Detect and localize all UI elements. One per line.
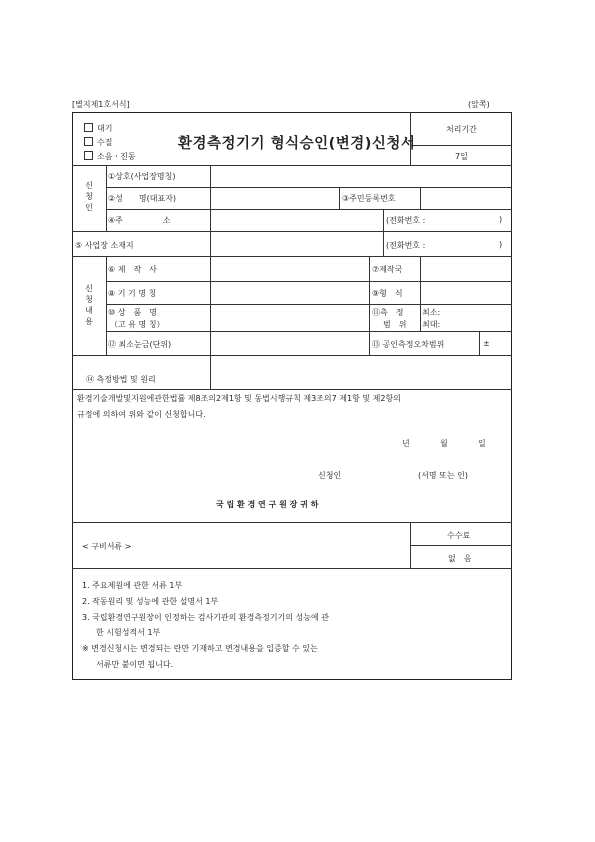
divider-v bbox=[369, 256, 370, 355]
divider bbox=[106, 187, 512, 188]
range-min-label: 최소: bbox=[422, 308, 441, 317]
product-name-label: ⑩ 상 품 명 bbox=[108, 308, 157, 317]
divider bbox=[72, 568, 512, 569]
divider bbox=[106, 304, 512, 305]
addressee: 국 립 환 경 연 구 원 장 귀 하 bbox=[216, 500, 319, 509]
product-name-sub-label: （고 유 명 칭） bbox=[110, 320, 165, 329]
divider bbox=[106, 209, 512, 210]
checkbox-category[interactable]: 수질 bbox=[84, 137, 112, 148]
applicant-section-label: 신 청 인 bbox=[85, 181, 93, 212]
divider-v bbox=[420, 256, 421, 331]
divider-title bbox=[72, 165, 512, 166]
address-label: ④주 소 bbox=[108, 216, 171, 225]
checkbox-icon bbox=[84, 123, 93, 132]
model-label: ⑨형 식 bbox=[372, 289, 403, 298]
date-day: 일 bbox=[478, 439, 486, 448]
method-label: ⑭ 측정방법 및 원리 bbox=[86, 375, 156, 384]
note-line-1: ※ 변경신청시는 변경되는 란만 기재하고 변경내용을 입증할 수 있는 bbox=[82, 644, 318, 653]
range-max-label: 최대: bbox=[422, 320, 441, 329]
document-item-3-cont: 한 시험성적서 1부 bbox=[96, 628, 161, 637]
divider-v bbox=[339, 187, 340, 209]
divider-fee bbox=[410, 545, 512, 546]
country-label: ⑦제작국 bbox=[372, 265, 403, 274]
divider-v bbox=[383, 209, 384, 256]
form-title: 환경측정기기 형식승인(변경)신청서 bbox=[178, 136, 416, 152]
document-item-2: 2. 작동원리 및 성능에 관한 설명서 1부 bbox=[82, 597, 219, 606]
fee-label: 수수료 bbox=[447, 531, 471, 540]
divider-v bbox=[106, 256, 107, 355]
divider-v bbox=[210, 355, 211, 389]
site-phone-end: ) bbox=[499, 240, 503, 249]
checkbox-icon bbox=[84, 137, 93, 146]
date-month: 월 bbox=[440, 439, 448, 448]
divider-v bbox=[479, 331, 480, 355]
content-section-label: 신 청 내 용 bbox=[85, 284, 93, 326]
required-documents-title: < 구비서류 > bbox=[82, 542, 132, 551]
processing-label: 처리기간 bbox=[446, 125, 477, 134]
note-line-2: 서류만 붙이면 됩니다. bbox=[96, 660, 174, 669]
divider bbox=[72, 231, 512, 232]
fee-value: 없 음 bbox=[448, 554, 472, 563]
processing-value: 7일 bbox=[455, 152, 468, 161]
date-year: 년 bbox=[402, 439, 410, 448]
phone-label: (전화번호 : bbox=[386, 216, 426, 225]
tolerance-label: ⑬ 공인측정오차범위 bbox=[372, 340, 445, 349]
device-name-label: ⑧ 기 기 명 칭 bbox=[108, 289, 157, 298]
statement-line-1: 환경기술개발및지원에관한법률 제8조의2제1항 및 동법시행규칙 제3조의7 제1항 및 제2항의 bbox=[77, 394, 401, 403]
form-number: [별지제1호서식] bbox=[72, 100, 130, 109]
checkbox-icon bbox=[84, 151, 93, 160]
site-phone-label: (전화번호 : bbox=[386, 241, 426, 250]
signature-placeholder: (서명 또는 인) bbox=[418, 471, 468, 480]
document-item-1: 1. 주요제원에 관한 서류 1부 bbox=[82, 581, 183, 590]
statement-line-2: 규정에 의하여 위와 같이 신청합니다. bbox=[77, 410, 206, 419]
phone-end: ) bbox=[499, 215, 503, 224]
min-scale-label: ⑫ 최소눈금(단위) bbox=[108, 340, 172, 349]
registration-number-label: ③주민등록번호 bbox=[342, 194, 396, 203]
range-label: ⑪측 정 bbox=[372, 308, 404, 317]
checkbox-category[interactable]: 소음ㆍ진동 bbox=[84, 151, 136, 162]
divider bbox=[72, 522, 512, 523]
checkbox-category[interactable]: 대기 bbox=[84, 123, 112, 134]
applicant-sign-label: 신청인 bbox=[318, 471, 342, 480]
divider bbox=[106, 281, 512, 282]
representative-label: ②성 명(대표자) bbox=[108, 194, 177, 203]
divider bbox=[72, 355, 512, 356]
divider-processing bbox=[410, 145, 512, 146]
divider-v bbox=[210, 165, 211, 256]
divider-v bbox=[410, 522, 411, 568]
manufacturer-label: ⑥ 제 작 사 bbox=[108, 265, 157, 274]
range-sub-label: 범 위 bbox=[383, 320, 407, 329]
plus-minus: ± bbox=[483, 339, 490, 348]
divider-v bbox=[106, 165, 107, 231]
divider bbox=[106, 331, 512, 332]
document-item-3: 3. 국립환경연구원장이 인정하는 검사기관의 환경측정기기의 성능에 관 bbox=[82, 613, 329, 622]
divider bbox=[72, 389, 512, 390]
site-location-label: ⑤ 사업장 소재지 bbox=[75, 241, 134, 250]
divider-v bbox=[420, 187, 421, 209]
divider-v bbox=[210, 256, 211, 355]
company-name-label: ①상호(사업장명칭) bbox=[108, 172, 176, 181]
divider bbox=[72, 256, 512, 257]
page-side: (앞쪽) bbox=[468, 100, 490, 109]
